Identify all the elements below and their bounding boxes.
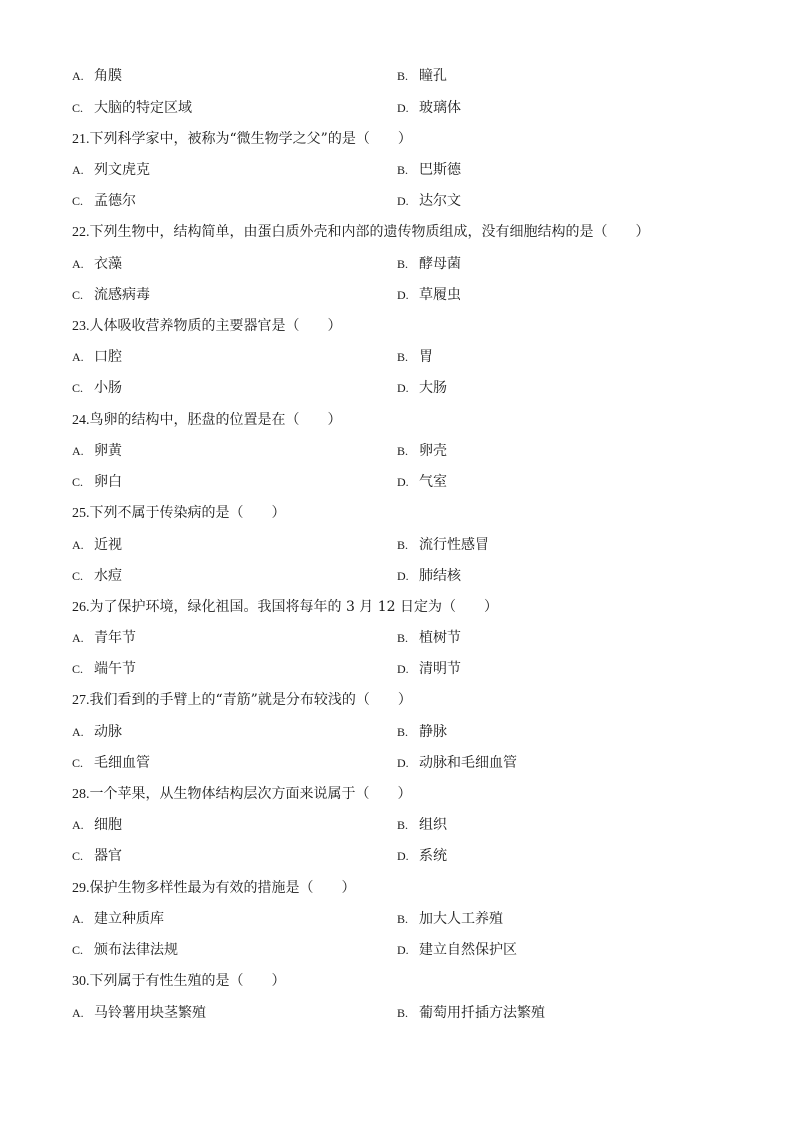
option-21-a (72, 159, 150, 181)
option-text: 动脉和毛细血管 (419, 755, 517, 771)
option-21-d (397, 190, 461, 212)
option-letter: D. (397, 943, 409, 957)
question-30 (72, 970, 286, 992)
option-text: 端午节 (94, 661, 136, 677)
option-letter: C. (72, 943, 84, 957)
option-23-c (72, 377, 122, 399)
option-text: 巴斯德 (419, 162, 461, 178)
question-27 (72, 689, 412, 711)
option-text: 流行性感冒 (419, 537, 489, 553)
option-letter: D. (397, 849, 409, 863)
question-text: 下列生物中，结构简单，由蛋白质外壳和内部的遗传物质组成，没有细胞结构的是（ ） (89, 224, 650, 240)
question-29 (72, 877, 356, 899)
option-letter: C. (72, 288, 84, 302)
question-text: 一个苹果，从生物体结构层次方面来说属于（ ） (89, 786, 412, 802)
option-22-a (72, 253, 122, 275)
question-text: 鸟卵的结构中，胚盘的位置是在（ ） (89, 412, 342, 428)
question-text: 保护生物多样性最为有效的措施是（ ） (89, 880, 356, 896)
option-21-b (397, 159, 461, 181)
question-number: 25. (72, 506, 90, 521)
option-22-d (397, 284, 461, 306)
option-24-c (72, 471, 122, 493)
option-letter: B. (397, 1006, 409, 1020)
question-22 (72, 221, 650, 243)
option-24-d (397, 471, 447, 493)
option-text: 小肠 (94, 380, 122, 396)
option-letter: A. (72, 350, 84, 364)
option-letter: C. (72, 194, 84, 208)
option-text: 列文虎克 (94, 162, 150, 178)
option-23-b (397, 346, 433, 368)
option-24-b (397, 440, 447, 462)
option-letter: C. (72, 662, 84, 676)
question-26 (72, 596, 498, 618)
option-27-d (397, 752, 517, 774)
option-text: 建立种质库 (94, 911, 164, 927)
option-22-b (397, 253, 461, 275)
option-25-a (72, 534, 122, 556)
option-letter: B. (397, 538, 409, 552)
option-text: 流感病毒 (94, 287, 150, 303)
question-25 (72, 502, 286, 524)
option-letter: A. (72, 69, 84, 83)
option-20-b (397, 65, 447, 87)
option-text: 加大人工养殖 (419, 911, 503, 927)
question-text: 人体吸收营养物质的主要器官是（ ） (89, 318, 342, 334)
option-28-a (72, 814, 122, 836)
question-text: 下列不属于传染病的是（ ） (89, 505, 286, 521)
option-text: 近视 (94, 537, 122, 553)
question-number: 30. (72, 974, 90, 989)
option-letter: D. (397, 288, 409, 302)
option-29-a (72, 908, 164, 930)
option-text: 系统 (419, 848, 447, 864)
option-text: 青年节 (94, 630, 136, 646)
option-letter: D. (397, 194, 409, 208)
option-text: 大肠 (419, 380, 447, 396)
option-text: 酵母菌 (419, 256, 461, 272)
option-letter: C. (72, 849, 84, 863)
option-letter: B. (397, 163, 409, 177)
option-27-b (397, 721, 447, 743)
option-letter: D. (397, 662, 409, 676)
option-25-d (397, 565, 461, 587)
question-number: 21. (72, 132, 90, 147)
option-text: 草履虫 (419, 287, 461, 303)
option-text: 瞳孔 (419, 68, 447, 84)
option-text: 水痘 (94, 568, 122, 584)
option-text: 口腔 (94, 349, 122, 365)
option-21-c (72, 190, 136, 212)
option-text: 静脉 (419, 724, 447, 740)
option-22-c (72, 284, 150, 306)
option-letter: B. (397, 912, 409, 926)
option-text: 葡萄用扦插方法繁殖 (419, 1005, 545, 1021)
option-29-b (397, 908, 503, 930)
question-number: 24. (72, 413, 90, 428)
option-letter: A. (72, 538, 84, 552)
question-text: 下列属于有性生殖的是（ ） (89, 973, 286, 989)
question-number: 27. (72, 693, 90, 708)
option-text: 肺结核 (419, 568, 461, 584)
option-24-a (72, 440, 122, 462)
option-text: 孟德尔 (94, 193, 136, 209)
option-text: 达尔文 (419, 193, 461, 209)
option-20-a (72, 65, 122, 87)
option-letter: B. (397, 257, 409, 271)
option-23-d (397, 377, 447, 399)
option-27-a (72, 721, 122, 743)
option-letter: C. (72, 756, 84, 770)
option-text: 衣藻 (94, 256, 122, 272)
option-text: 胃 (419, 349, 433, 365)
option-text: 玻璃体 (419, 100, 461, 116)
option-letter: B. (397, 631, 409, 645)
option-text: 卵白 (94, 474, 122, 490)
question-21 (72, 128, 412, 150)
question-text: 下列科学家中，被称为“微生物学之父”的是（ ） (89, 131, 412, 147)
option-text: 气室 (419, 474, 447, 490)
option-25-c (72, 565, 122, 587)
question-number: 29. (72, 881, 90, 896)
option-letter: D. (397, 569, 409, 583)
question-number: 23. (72, 319, 90, 334)
option-text: 器官 (94, 848, 122, 864)
option-letter: C. (72, 381, 84, 395)
option-letter: A. (72, 444, 84, 458)
option-27-c (72, 752, 150, 774)
option-text: 动脉 (94, 724, 122, 740)
option-29-c (72, 939, 178, 961)
option-letter: B. (397, 69, 409, 83)
option-text: 清明节 (419, 661, 461, 677)
question-number: 26. (72, 600, 90, 615)
question-28 (72, 783, 412, 805)
option-text: 组织 (419, 817, 447, 833)
option-letter: A. (72, 257, 84, 271)
option-25-b (397, 534, 489, 556)
option-text: 建立自然保护区 (419, 942, 517, 958)
option-text: 大脑的特定区域 (94, 100, 192, 116)
option-28-d (397, 845, 447, 867)
option-20-c (72, 97, 192, 119)
question-number: 22. (72, 225, 90, 240)
option-30-a (72, 1002, 206, 1024)
question-number: 28. (72, 787, 90, 802)
option-letter: A. (72, 912, 84, 926)
option-28-c (72, 845, 122, 867)
option-26-c (72, 658, 136, 680)
option-text: 植树节 (419, 630, 461, 646)
option-letter: C. (72, 569, 84, 583)
option-letter: D. (397, 101, 409, 115)
option-letter: C. (72, 101, 84, 115)
option-letter: B. (397, 350, 409, 364)
question-24 (72, 409, 342, 431)
option-letter: B. (397, 725, 409, 739)
option-28-b (397, 814, 447, 836)
option-letter: A. (72, 1006, 84, 1020)
option-23-a (72, 346, 122, 368)
option-letter: B. (397, 818, 409, 832)
question-text: 我们看到的手臂上的“青筋”就是分布较浅的（ ） (89, 692, 412, 708)
option-letter: A. (72, 725, 84, 739)
option-letter: A. (72, 163, 84, 177)
option-letter: D. (397, 756, 409, 770)
option-letter: B. (397, 444, 409, 458)
option-26-a (72, 627, 136, 649)
option-20-d (397, 97, 461, 119)
option-text: 卵黄 (94, 443, 122, 459)
option-26-d (397, 658, 461, 680)
option-30-b (397, 1002, 545, 1024)
option-letter: A. (72, 818, 84, 832)
option-text: 马铃薯用块茎繁殖 (94, 1005, 206, 1021)
option-26-b (397, 627, 461, 649)
question-text: 为了保护环境，绿化祖国。我国将每年的 3 月 12 日定为（ ） (89, 599, 499, 615)
option-text: 角膜 (94, 68, 122, 84)
option-text: 毛细血管 (94, 755, 150, 771)
option-text: 颁布法律法规 (94, 942, 178, 958)
option-29-d (397, 939, 517, 961)
option-letter: A. (72, 631, 84, 645)
option-text: 细胞 (94, 817, 122, 833)
option-letter: C. (72, 475, 84, 489)
option-text: 卵壳 (419, 443, 447, 459)
option-letter: D. (397, 381, 409, 395)
option-letter: D. (397, 475, 409, 489)
question-23 (72, 315, 342, 337)
